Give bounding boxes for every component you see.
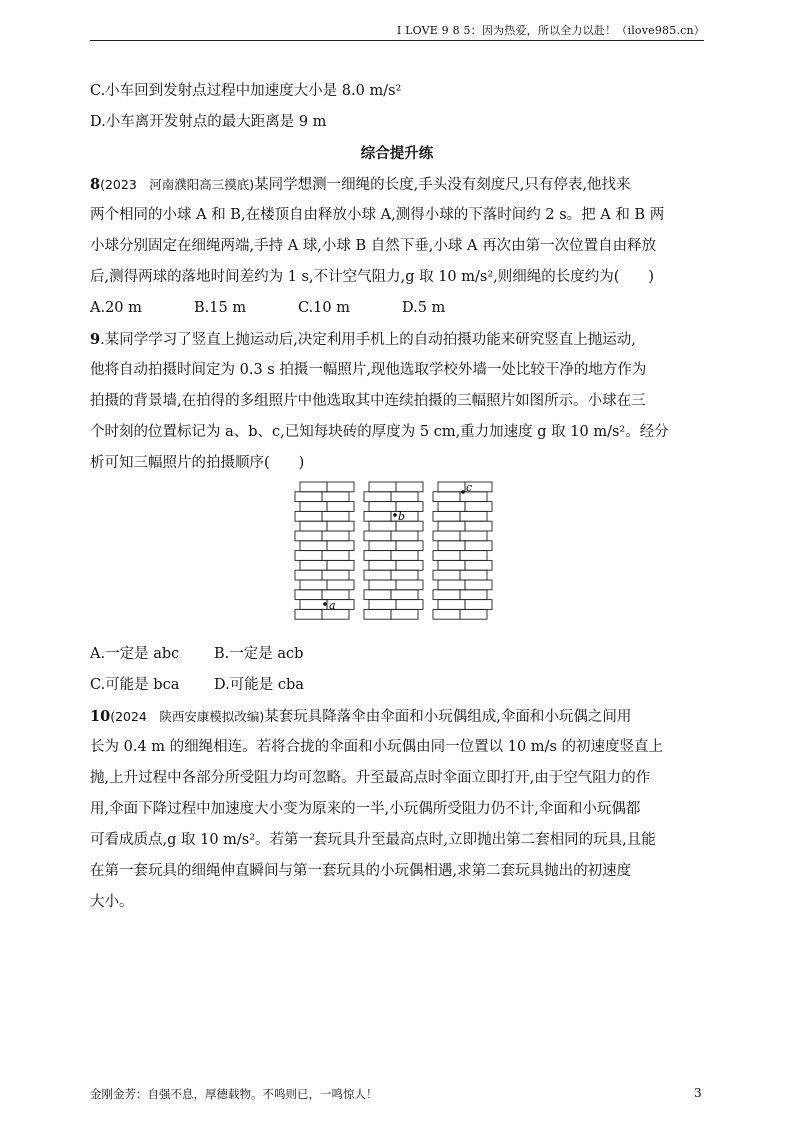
q9-options-row-1 [90, 639, 704, 670]
q9-line-2: 他将自动拍摄时间定为 0.3 s 拍摄一幅照片,现他选取学校外墙一处比较干净的地方作为 [90, 362, 647, 378]
prev-option-c: C.小车回到发射点过程中加速度大小是 8.0 m/s² [90, 83, 402, 99]
ball-c-label: c [466, 481, 473, 494]
q10-line-7: 大小。 [90, 894, 134, 910]
brick [465, 600, 492, 610]
brick [391, 590, 418, 600]
brick [295, 511, 322, 521]
brick [364, 551, 391, 561]
brick [369, 600, 396, 610]
brick-wall-1 [295, 482, 354, 619]
q10-number: 10 [90, 708, 111, 725]
q8-options [90, 293, 704, 324]
brick [465, 560, 492, 570]
q8-option-d: D.5 m [402, 300, 446, 316]
brick [327, 541, 354, 551]
brick [433, 570, 460, 580]
brick [460, 570, 487, 580]
q9-line-5: 析可知三幅照片的拍摄顺序( ) [90, 455, 305, 471]
brick-walls [295, 482, 492, 619]
brick [391, 609, 418, 619]
q10-text-1: 某套玩具降落伞由伞面和小玩偶组成,伞面和小玩偶之间用 [264, 709, 632, 725]
brick [322, 531, 349, 541]
ball-c-dot [461, 490, 465, 494]
brick [460, 511, 487, 521]
brick [396, 580, 423, 590]
brick [391, 570, 418, 580]
brick [433, 609, 460, 619]
q8-text-1: 某同学想测一细绳的长度,手头没有刻度尺,只有停表,他找来 [254, 177, 631, 193]
prev-option-d: D.小车离开发射点的最大距离是 9 m [90, 114, 327, 130]
brick [300, 600, 327, 610]
brick [369, 541, 396, 551]
q8-option-b: B.15 m [194, 300, 247, 316]
brick [433, 590, 460, 600]
q10-line-4: 用,伞面下降过程中加速度大小变为原来的一半,小玩偶所受阻力仍不计,伞面和小玩偶都 [90, 801, 641, 817]
q10-line-2: 长为 0.4 m 的细绳相连。若将合拢的伞面和小玩偶由同一位置以 10 m/s 的初速度竖直上 [90, 739, 663, 755]
brick [396, 560, 423, 570]
brick [364, 511, 391, 521]
header-divider [90, 40, 704, 41]
brick [465, 521, 492, 531]
q9-number: 9 [90, 331, 101, 348]
brick [396, 600, 423, 610]
brick [295, 492, 322, 502]
section-title: 综合提升练 [360, 145, 434, 162]
brick [465, 580, 492, 590]
q9-options-row-2 [90, 670, 704, 701]
brick [364, 492, 391, 502]
brick [322, 492, 349, 502]
brick [300, 541, 327, 551]
ball-a-label: a [329, 599, 336, 612]
brick [369, 482, 396, 492]
brick [327, 521, 354, 531]
q9-line-4: 个时刻的位置标记为 a、b、c,已知每块砖的厚度为 5 cm,重力加速度 g 取 10 m/s²。经分 [90, 424, 669, 440]
brick [364, 570, 391, 580]
brick [460, 531, 487, 541]
q8-line-3: 小球分别固定在细绳两端,手持 A 球,小球 B 自然下垂,小球 A 再次由第一次位置自由释放 [90, 238, 657, 254]
brick [327, 560, 354, 570]
brick-wall-3 [433, 482, 492, 619]
q10-line-5: 可看成质点,g 取 10 m/s²。若第一套玩具升至最高点时,立即抛出第二套相同的玩具,且能 [90, 832, 656, 848]
brick [369, 560, 396, 570]
q8-line-4: 后,测得两球的落地时间差约为 1 s,不计空气阻力,g 取 10 m/s²,则细绳的长度约为( ) [90, 269, 655, 285]
brick [322, 511, 349, 521]
page-header: I LOVE 9 8 5：因为热爱，所以全力以赴！（ilove985.cn） [396, 24, 705, 37]
brick [438, 560, 465, 570]
brick [369, 580, 396, 590]
brick [391, 531, 418, 541]
brick [295, 551, 322, 561]
brick [364, 531, 391, 541]
q8-number: 8 [90, 176, 101, 193]
brick [433, 492, 460, 502]
brick [396, 482, 423, 492]
brick [460, 609, 487, 619]
brick [438, 600, 465, 610]
q8-line-2: 两个相同的小球 A 和 B,在楼顶自由释放小球 A,测得小球的下落时间约 2 s。把 A 和 B 两 [90, 207, 665, 223]
ball-a-dot [323, 602, 327, 606]
brick [438, 541, 465, 551]
brick [460, 590, 487, 600]
q9-line-3: 拍摄的背景墙,在拍得的多组照片中他选取其中连续拍摄的三幅照片如图所示。小球在三 [90, 393, 646, 409]
q9-text-1: .某同学学习了竖直上抛运动后,决定利用手机上的自动拍摄功能来研究竖直上抛运动, [100, 332, 636, 348]
brick [322, 570, 349, 580]
brick-wall-figure [294, 480, 500, 622]
brick [300, 521, 327, 531]
brick [322, 551, 349, 561]
q8-line-1 [90, 169, 704, 200]
q8-source: (2023 河南濮阳高三摸底) [100, 177, 255, 192]
brick [364, 590, 391, 600]
brick [364, 609, 391, 619]
brick [396, 541, 423, 551]
brick [465, 541, 492, 551]
brick [295, 531, 322, 541]
brick [327, 502, 354, 512]
brick [295, 609, 322, 619]
brick [465, 502, 492, 512]
brick [438, 502, 465, 512]
brick [460, 551, 487, 561]
brick [391, 492, 418, 502]
brick [433, 511, 460, 521]
q9-option-d: D.可能是 cba [214, 677, 304, 693]
ball-b-label: b [398, 510, 406, 523]
brick [369, 521, 396, 531]
q10-line-1 [90, 701, 704, 732]
brick [327, 580, 354, 590]
brick [438, 580, 465, 590]
page-number: 3 [694, 1086, 702, 1100]
brick [327, 482, 354, 492]
brick [391, 551, 418, 561]
brick [295, 570, 322, 580]
brick [300, 580, 327, 590]
brick [433, 531, 460, 541]
q8-option-a: A.20 m [90, 300, 142, 316]
q10-line-3: 抛,上升过程中各部分所受阻力均可忽略。升至最高点时伞面立即打开,由于空气阻力的作 [90, 770, 651, 786]
q9-option-a: A.一定是 abc [90, 646, 180, 662]
brick [300, 502, 327, 512]
q8-option-c: C.10 m [298, 300, 350, 316]
q9-line-1 [90, 324, 704, 355]
brick [438, 482, 465, 492]
brick [295, 590, 322, 600]
ball-b-dot [393, 513, 397, 517]
brick [438, 521, 465, 531]
brick [300, 482, 327, 492]
q9-option-b: B.一定是 acb [214, 646, 304, 662]
page-footer: 金刚金芳：自强不息，厚德载物。不鸣则已，一鸣惊人！ [90, 1087, 378, 1101]
brick [433, 551, 460, 561]
q10-source: (2024 陕西安康模拟改编) [110, 709, 265, 724]
q10-line-6: 在第一套玩具的细绳伸直瞬间与第一套玩具的小玩偶相遇,求第二套玩具抛出的初速度 [90, 863, 632, 879]
brick-wall-2 [364, 482, 423, 619]
brick [300, 560, 327, 570]
ball-a [323, 599, 335, 612]
ball-c [461, 481, 472, 494]
brick [369, 502, 396, 512]
q9-option-c: C.可能是 bca [90, 677, 180, 693]
